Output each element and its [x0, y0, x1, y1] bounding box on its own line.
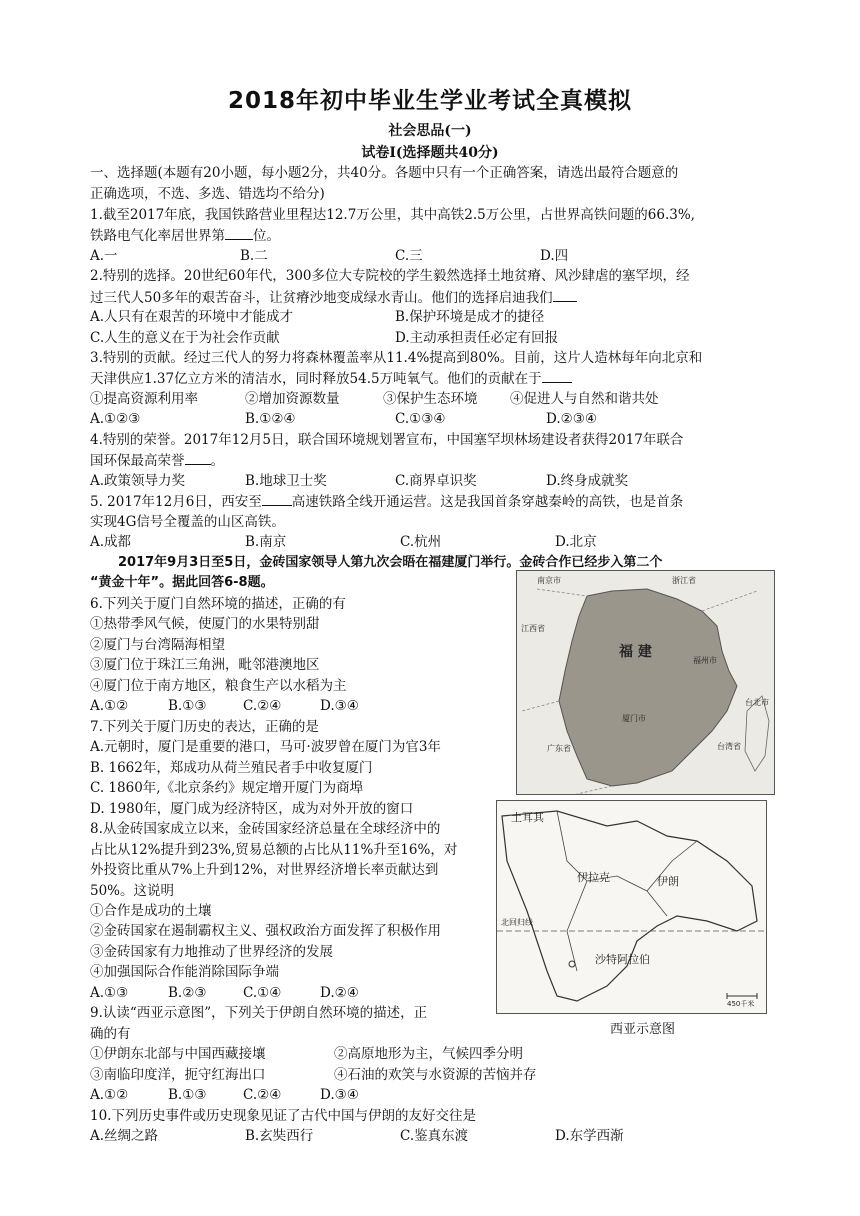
q8-option: C.①④ [243, 985, 282, 1001]
q3-item: ④促进人与自然和谐共处 [510, 391, 659, 407]
material-text: 2017年9月3日至5日，金砖国家领导人第九次会晤在福建厦门举行。金砖合作已经步入第二个 [118, 555, 663, 570]
map-label: 浙江省 [672, 576, 696, 585]
material-text-2: “黄金十年”。据此回答6-8题。 [90, 575, 274, 590]
answer-blank [185, 450, 211, 465]
q6-option: C.②④ [243, 698, 282, 714]
q7-option: A.元朝时，厦门是重要的港口，马可·波罗曾在厦门为官3年 [90, 739, 441, 755]
q2-stem-2: 过三代人50多年的艰苦奋斗，让贫瘠沙地变成绿水青山。他们的选择启迪我们 [90, 287, 577, 308]
q3-item: ②增加资源数量 [245, 391, 340, 407]
q1-stem-2: 铁路电气化率居世界第 位。 [90, 225, 280, 246]
map-label: 伊朗 [657, 875, 679, 888]
q9-stem-2: 确的有 [90, 1026, 131, 1042]
city-marker [569, 961, 575, 967]
q7-option: D. 1980年，厦门成为经济特区，成为对外开放的窗口 [90, 801, 414, 817]
q1-option: C.三 [395, 248, 423, 264]
q1-option: D.四 [540, 248, 569, 264]
q9-option: B.①③ [168, 1087, 207, 1103]
q8-option: A.①③ [90, 985, 129, 1001]
q4-option: A.政策领导力奖 [90, 473, 186, 489]
fujian-map-drawing [517, 571, 774, 794]
instructions-line: 一、选择题(本题有20小题，每小题2分，共40分。各题中只有一个正确答案，请选出最符合题意的 [90, 165, 679, 181]
q2-option: B.保护环境是成才的捷径 [395, 309, 545, 325]
q9-option: C.②④ [243, 1087, 282, 1103]
fujian-region [559, 589, 737, 786]
q9-stem: 9.认读“西亚示意图”，下列关于伊朗自然环境的描述，正 [90, 1005, 428, 1021]
q3-stem: 3.特别的贡献。经过三代人的努力将森林覆盖率从11.4%提高到80%。目前，这片人造林每年向北京和 [90, 350, 703, 366]
q3-stem-2: 天津供应1.37亿立方米的清洁水，同时释放54.5万吨氧气。他们的贡献在于 [90, 368, 572, 389]
map-label: 土耳其 [511, 811, 544, 824]
q8-stem: 占比从12%提升到23%,贸易总额的占比从11%升至16%，对 [90, 842, 458, 858]
map-label: 450千米 [727, 1000, 755, 1008]
q9-item: ①伊朗东北部与中国西藏接壤 [90, 1046, 266, 1062]
q2-option: C.人生的意义在于为社会作贡献 [90, 330, 280, 346]
map-label: 厦门市 [622, 714, 646, 723]
q10-stem: 10.下列历史事件或历史现象见证了古代中国与伊朗的友好交往是 [90, 1108, 476, 1124]
q6-option: B.①③ [168, 698, 207, 714]
q10-option: C.鉴真东渡 [400, 1128, 469, 1144]
q8-item: ③金砖国家有力地推动了世界经济的发展 [90, 944, 333, 960]
coastline [502, 811, 757, 1001]
q10-option: A.丝绸之路 [90, 1128, 159, 1144]
q8-stem: 50%。这说明 [90, 883, 175, 899]
q4-stem-2: 国环保最高荣誉 。 [90, 450, 224, 471]
answer-blank [542, 368, 572, 383]
q9-item: ②高原地形为主，气候四季分明 [334, 1046, 523, 1062]
q4-option: B.地球卫士奖 [245, 473, 327, 489]
map-caption: 西亚示意图 [610, 1022, 676, 1037]
q1-stem: 1.截至2017年底，我国铁路营业里程达12.7万公里，其中高铁2.5万公里，占世界高铁问题的66.3%, [90, 207, 695, 223]
fujian-map [516, 570, 775, 795]
q1-option: B.二 [240, 248, 268, 264]
q6-item: ①热带季风气候，使厦门的水果特别甜 [90, 616, 320, 632]
q9-item: ④石油的欢笑与水资源的苦恼并存 [334, 1067, 537, 1083]
q9-item: ③南临印度洋，扼守红海出口 [90, 1067, 266, 1083]
q3-option: A.①②③ [90, 411, 141, 427]
q1-option: A.一 [90, 248, 118, 264]
map-label: 福州市 [693, 656, 717, 665]
q10-option: B.玄奘西行 [245, 1128, 314, 1144]
q5-option: D.北京 [555, 534, 597, 550]
map-label: 沙特阿拉伯 [595, 953, 650, 966]
map-label: 广东省 [547, 744, 571, 753]
map-label: 台湾省 [717, 742, 741, 751]
q8-option: B.②③ [168, 985, 207, 1001]
map-label: 台北市 [745, 698, 769, 707]
answer-blank [225, 225, 253, 240]
q8-stem: 外投资比重从7%上升到12%，对世界经济增长率贡献达到 [90, 862, 439, 878]
map-label: 江西省 [521, 624, 545, 633]
map-label: 北回归线 [501, 918, 533, 927]
q4-stem: 4.特别的荣誉。2017年12月5日，联合国环境规划署宣布，中国塞罕坝林场建设者获得2017年联合 [90, 432, 684, 448]
west-asia-map-drawing [497, 801, 766, 1013]
q4-option: D.终身成就奖 [546, 473, 629, 489]
q3-option: D.②③④ [546, 411, 597, 427]
map-label: 南京市 [537, 576, 561, 585]
answer-blank [553, 287, 577, 302]
q2-option: D.主动承担责任必定有回报 [395, 330, 559, 346]
paper-section: 试卷Ⅰ(选择题共40分) [361, 145, 499, 161]
exam-title: 2018年初中毕业生学业考试全真模拟 [227, 88, 632, 114]
q3-option: C.①③④ [395, 411, 446, 427]
q2-stem: 2.特别的选择。20世纪60年代，300多位大专院校的学生毅然选择土地贫瘠、风沙肆虐的塞罕坝，经 [90, 268, 690, 284]
q6-item: ③厦门位于珠江三角洲，毗邻港澳地区 [90, 657, 320, 673]
map-label: 伊拉克 [577, 871, 610, 884]
q8-item: ①合作是成功的土壤 [90, 903, 212, 919]
q7-option: C. 1860年,《北京条约》规定增开厦门为商埠 [90, 780, 364, 796]
q4-option: C.商界卓识奖 [395, 473, 477, 489]
q7-option: B. 1662年，郑成功从荷兰殖民者手中收复厦门 [90, 760, 373, 776]
instructions-line: 正确选项，不选、多选、错选均不给分) [90, 186, 325, 202]
q8-option: D.②④ [320, 985, 359, 1001]
q5-option: C.杭州 [400, 534, 442, 550]
q5-stem-2: 实现4G信号全覆盖的山区高铁。 [90, 514, 285, 530]
map-label: 福 建 [619, 644, 652, 660]
q5-option: A.成都 [90, 534, 132, 550]
q2-option: A.人只有在艰苦的环境中才能成才 [90, 309, 294, 325]
q3-item: ①提高资源利用率 [90, 391, 198, 407]
q5-option: B.南京 [245, 534, 287, 550]
q3-option: B.①②④ [245, 411, 296, 427]
q6-item: ②厦门与台湾隔海相望 [90, 637, 225, 653]
q9-option: D.③④ [320, 1087, 359, 1103]
q10-option: D.东学西渐 [555, 1128, 624, 1144]
q7-stem: 7.下列关于厦门历史的表达，正确的是 [90, 719, 319, 735]
q3-item: ③保护生态环境 [383, 391, 478, 407]
country-borders [557, 811, 697, 971]
q6-item: ④厦门位于南方地区，粮食生产以水稻为主 [90, 678, 347, 694]
q8-item: ②金砖国家在遏制霸权主义、强权政治方面发挥了积极作用 [90, 923, 441, 939]
q6-option: D.③④ [320, 698, 359, 714]
q8-stem: 8.从金砖国家成立以来，金砖国家经济总量在全球经济中的 [90, 821, 441, 837]
q9-option: A.①② [90, 1087, 129, 1103]
q6-option: A.①② [90, 698, 129, 714]
west-asia-map [496, 800, 767, 1014]
q6-stem: 6.下列关于厦门自然环境的描述，正确的有 [90, 596, 346, 612]
q8-item: ④加强国际合作能消除国际争端 [90, 964, 279, 980]
answer-blank [262, 491, 292, 506]
q5-stem: 5. 2017年12月6日，西安至 高速铁路全线开通运营。这是我国首条穿越秦岭的高铁，也是首条 [90, 491, 683, 512]
exam-subject: 社会思品(一) [388, 123, 472, 139]
